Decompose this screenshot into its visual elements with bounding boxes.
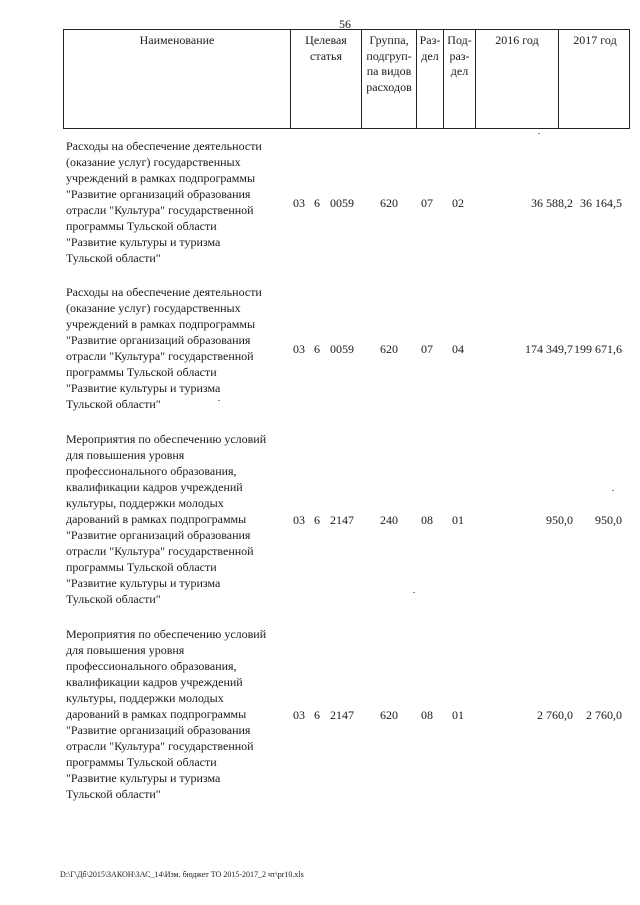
row-name: Расходы на обеспечение деятельности (оказание услуг) государственных учреждений в рамках подпрограммы "Развитие организаций образования отрасли "Культура" государственной программы Тульской области "Развитие культуры и туризма Тульской области" <box>66 285 262 411</box>
row-group: 620 <box>380 342 398 356</box>
row-name: Расходы на обеспечение деятельности (оказание услуг) государственных учреждений в рамках подпрограммы "Развитие организаций образования отрасли "Культура" государственной программы Тульской области "Развитие культуры и туризма Тульской области" <box>66 139 262 265</box>
row-razdel: 08 <box>421 708 433 722</box>
header-target: Целевая статья <box>290 30 361 128</box>
table-header <box>63 29 630 129</box>
row-target-subprogram: 6 <box>314 342 320 356</box>
row-podrazdel: 01 <box>452 513 464 527</box>
row-group: 620 <box>380 708 398 722</box>
page-number: 56 <box>339 17 351 31</box>
row-2016: 36 588,2 <box>531 196 573 210</box>
row-2017: 2 760,0 <box>586 708 622 722</box>
header-2016: 2016 год <box>475 30 558 128</box>
row-podrazdel: 04 <box>452 342 464 356</box>
row-target-code: 0059 <box>330 196 354 210</box>
row-2017: 199 671,6 <box>574 342 622 356</box>
row-name: Мероприятия по обеспечению условий для повышения уровня профессионального образования, квалификации кадров учреждений культуры, поддержки молодых дарований в рамках подпрограммы "Развитие организаций образования отрасли "Культура" государственной программы Тульской области "Развитие культуры и туризма Тульской области" <box>66 627 267 801</box>
header-2017: 2017 год <box>558 30 631 128</box>
row-name: Мероприятия по обеспечению условий для повышения уровня профессионального образования, квалификации кадров учреждений культуры, поддержки молодых дарований в рамках подпрограммы "Развитие организаций образования отрасли "Культура" государственной программы Тульской области "Развитие культуры и туризма Тульской области" <box>66 432 267 606</box>
table-row <box>0 138 640 268</box>
row-group: 240 <box>380 513 398 527</box>
row-2017: 36 164,5 <box>580 196 622 210</box>
row-razdel: 07 <box>421 196 433 210</box>
header-name: Наименование <box>139 33 215 47</box>
row-target-program: 03 <box>293 513 305 527</box>
row-target-code: 2147 <box>330 513 354 527</box>
row-razdel: 07 <box>421 342 433 356</box>
table-row <box>0 431 640 609</box>
scan-speck <box>218 400 220 401</box>
row-target-code: 2147 <box>330 708 354 722</box>
row-podrazdel: 02 <box>452 196 464 210</box>
row-group: 620 <box>380 196 398 210</box>
header-group: Группа, подгруп- па видов расходов <box>361 30 416 128</box>
scan-speck <box>612 490 614 491</box>
row-razdel: 08 <box>421 513 433 527</box>
row-target-program: 03 <box>293 342 305 356</box>
row-target-subprogram: 6 <box>314 708 320 722</box>
scan-speck <box>413 592 415 593</box>
header-razdel: Раз- дел <box>416 30 443 128</box>
row-podrazdel: 01 <box>452 708 464 722</box>
row-target-program: 03 <box>293 708 305 722</box>
scan-speck <box>538 133 540 134</box>
header-podrazdel: Под- раз- дел <box>443 30 475 128</box>
row-target-program: 03 <box>293 196 305 210</box>
row-2017: 950,0 <box>595 513 622 527</box>
row-target-subprogram: 6 <box>314 513 320 527</box>
row-2016: 2 760,0 <box>537 708 573 722</box>
file-path-footer: D:\Г\Дб\2015\ЗАКОН\ЗАС_14\Изм. бюджет ТО 2015-2017_2 чт\pr10.xls <box>60 870 304 879</box>
row-target-code: 0059 <box>330 342 354 356</box>
table-row <box>0 284 640 414</box>
row-2016: 174 349,7 <box>525 342 573 356</box>
row-2016: 950,0 <box>546 513 573 527</box>
row-target-subprogram: 6 <box>314 196 320 210</box>
table-row <box>0 626 640 804</box>
